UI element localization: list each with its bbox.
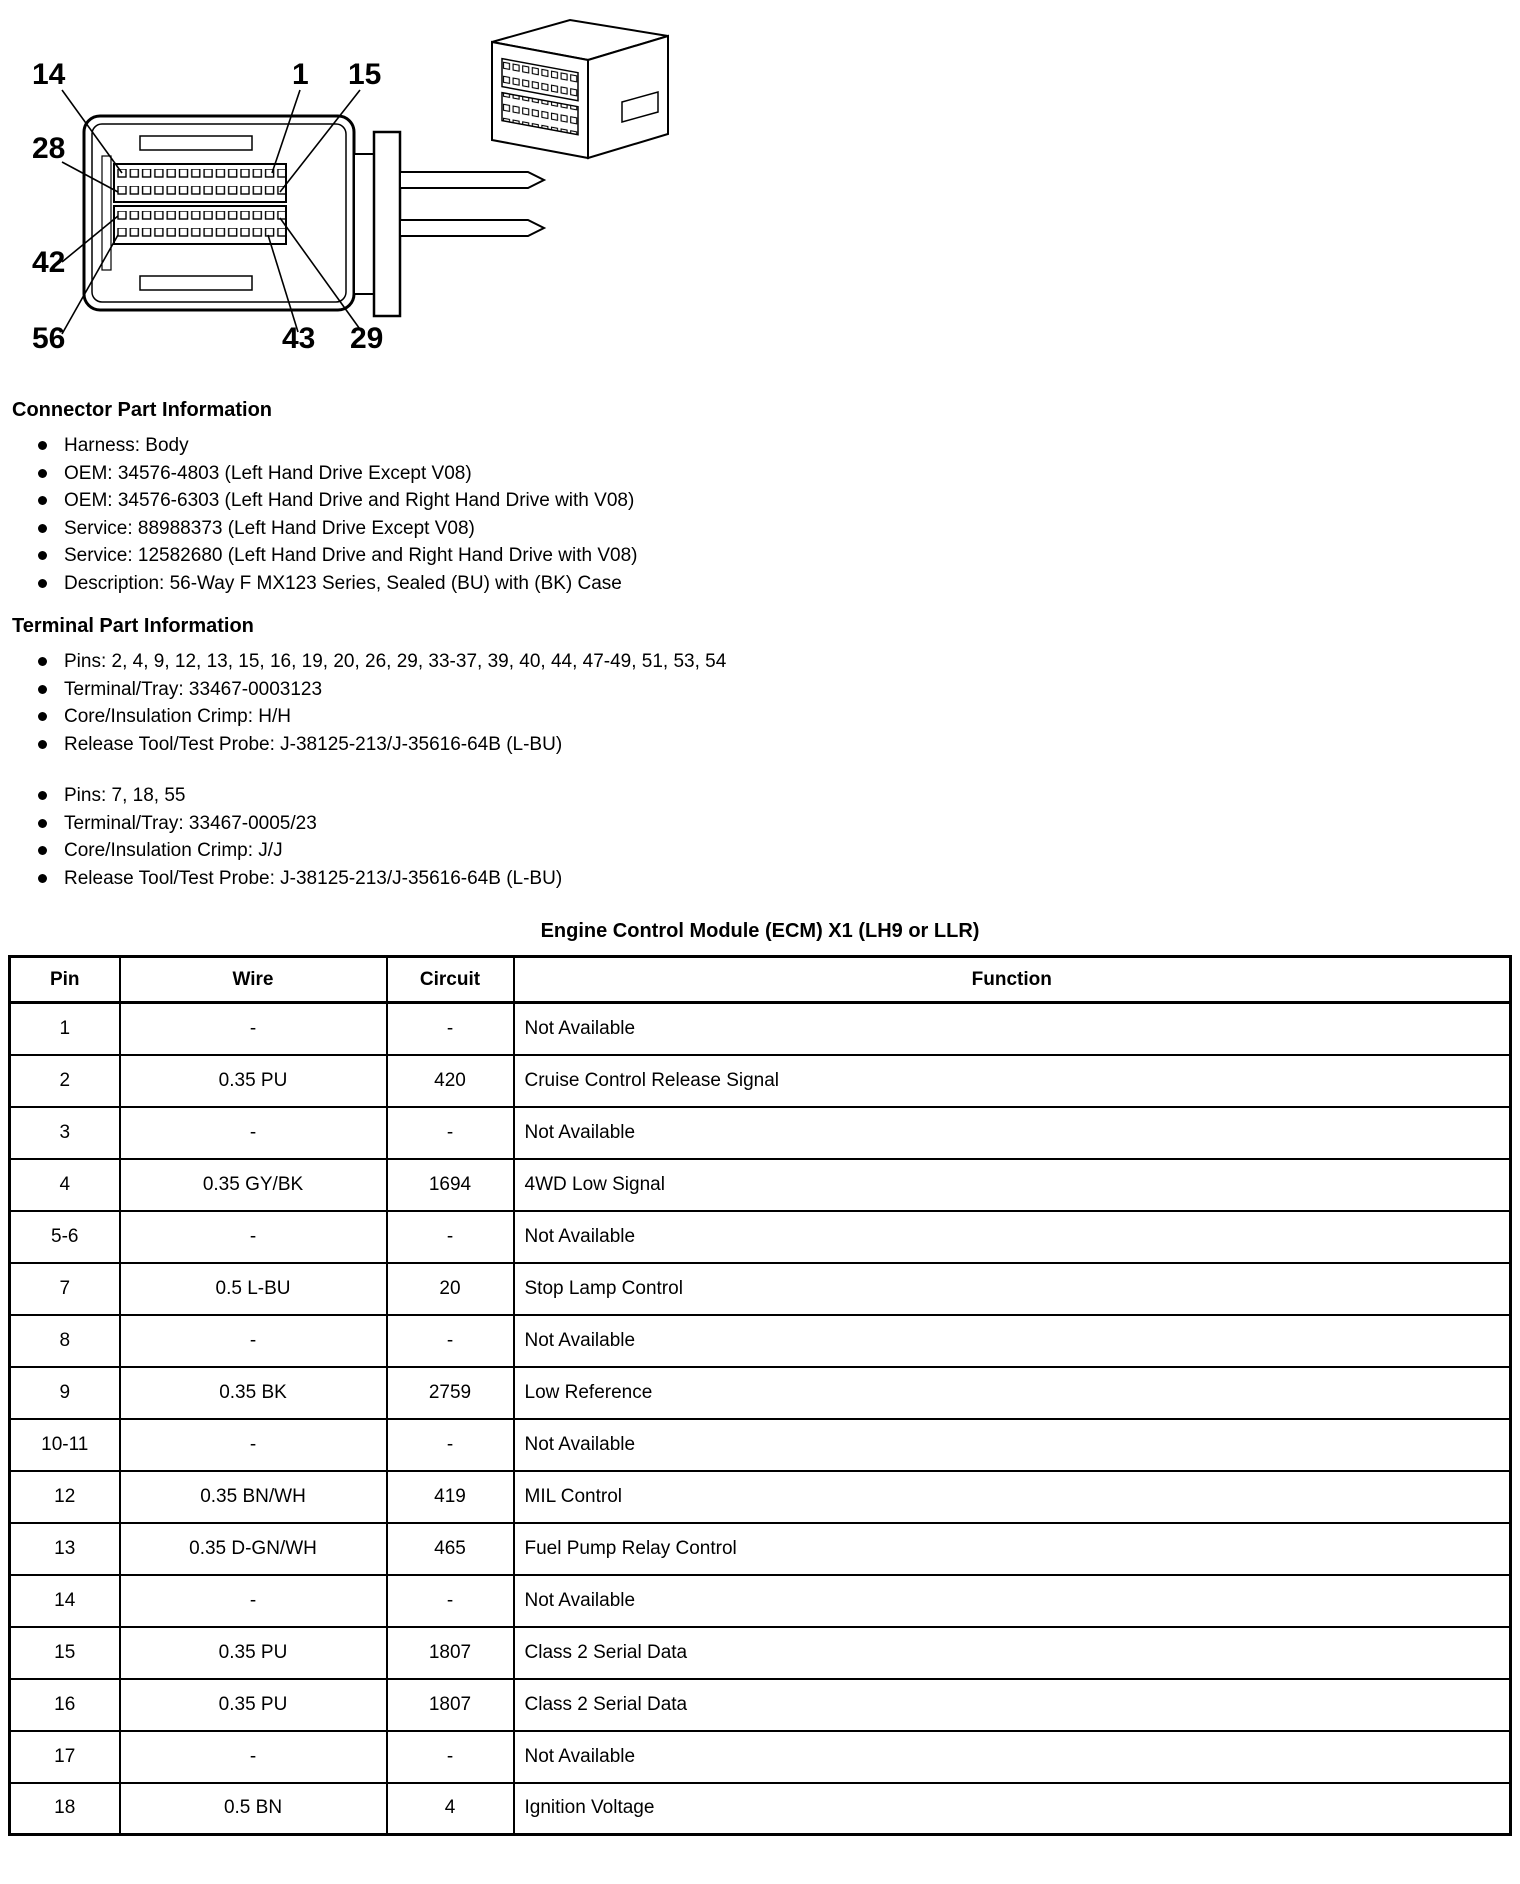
function-cell: Ignition Voltage	[514, 1783, 1511, 1835]
circuit-cell: -	[387, 1211, 514, 1263]
pinout-table-body	[10, 1003, 1511, 1835]
circuit-cell: 419	[387, 1471, 514, 1523]
bullet-item: OEM: 34576-4803 (Left Hand Drive Except V08)	[38, 460, 1512, 488]
pinout-table-title: Engine Control Module (ECM) X1 (LH9 or LLR)	[540, 920, 980, 942]
pinout-row	[10, 1003, 1511, 1055]
pin-strip-top	[114, 164, 286, 202]
function-cell: Class 2 Serial Data	[514, 1679, 1511, 1731]
pin-strip-bottom	[114, 206, 286, 244]
circuit-cell: -	[387, 1315, 514, 1367]
bullet-item: Pins: 7, 18, 55	[38, 782, 1512, 810]
pin-cell: 10-11	[10, 1419, 120, 1471]
function-cell: 4WD Low Signal	[514, 1159, 1511, 1211]
circuit-cell: 1694	[387, 1159, 514, 1211]
wire-cell: -	[120, 1107, 387, 1159]
wire-cell: -	[120, 1419, 387, 1471]
pin-callout-15: 15	[348, 58, 382, 91]
circuit-cell: -	[387, 1107, 514, 1159]
function-cell: Not Available	[514, 1575, 1511, 1627]
prong-top	[400, 172, 544, 188]
bullet-item: OEM: 34576-6303 (Left Hand Drive and Right Hand Drive with V08)	[38, 487, 1512, 515]
pin-callout-28: 28	[32, 132, 66, 165]
bullet-item: Core/Insulation Crimp: J/J	[38, 837, 1512, 865]
pinout-row	[10, 1523, 1511, 1575]
function-cell: Not Available	[514, 1419, 1511, 1471]
wire-cell: -	[120, 1575, 387, 1627]
pin-cell: 18	[10, 1783, 120, 1835]
wire-cell: 0.5 L-BU	[120, 1263, 387, 1315]
pin-cell: 15	[10, 1627, 120, 1679]
function-cell: Fuel Pump Relay Control	[514, 1523, 1511, 1575]
pinout-row	[10, 1263, 1511, 1315]
terminal-part-info-list-2	[38, 782, 1512, 892]
wire-cell: 0.35 BN/WH	[120, 1471, 387, 1523]
circuit-cell: 4	[387, 1783, 514, 1835]
circuit-cell: -	[387, 1003, 514, 1055]
connector-diagram-svg	[10, 6, 770, 376]
pin-callout-42: 42	[32, 246, 66, 279]
pin-cell: 8	[10, 1315, 120, 1367]
circuit-column-header: Circuit	[387, 957, 514, 1003]
bullet-item: Service: 12582680 (Left Hand Drive and Right Hand Drive with V08)	[38, 542, 1512, 570]
pin-callout-29: 29	[350, 322, 384, 355]
terminal-part-info-list-1	[38, 648, 1512, 758]
pinout-row	[10, 1783, 1511, 1835]
wire-cell: 0.35 PU	[120, 1055, 387, 1107]
pin-cell: 14	[10, 1575, 120, 1627]
circuit-cell: 20	[387, 1263, 514, 1315]
connector-perspective-view	[492, 20, 668, 158]
circuit-cell: 420	[387, 1055, 514, 1107]
wire-cell: -	[120, 1731, 387, 1783]
pin-callout-14: 14	[32, 58, 66, 91]
wire-cell: -	[120, 1315, 387, 1367]
wire-cell: 0.35 BK	[120, 1367, 387, 1419]
pinout-row	[10, 1107, 1511, 1159]
circuit-cell: -	[387, 1419, 514, 1471]
pinout-row	[10, 1211, 1511, 1263]
pinout-row	[10, 1731, 1511, 1783]
bullet-item: Terminal/Tray: 33467-0005/23	[38, 810, 1512, 838]
pin-cell: 17	[10, 1731, 120, 1783]
pinout-row	[10, 1315, 1511, 1367]
function-cell: Not Available	[514, 1107, 1511, 1159]
bullet-item: Harness: Body	[38, 432, 1512, 460]
pinout-header-row	[10, 957, 1511, 1003]
pin-cell: 1	[10, 1003, 120, 1055]
pin-callout-43: 43	[282, 322, 316, 355]
pin-cell: 7	[10, 1263, 120, 1315]
pin-column-header: Pin	[10, 957, 120, 1003]
pinout-row	[10, 1471, 1511, 1523]
connector-front-view	[84, 116, 544, 316]
function-cell: Not Available	[514, 1731, 1511, 1783]
bullet-item: Terminal/Tray: 33467-0003123	[38, 676, 1512, 704]
pinout-row	[10, 1367, 1511, 1419]
function-cell: Class 2 Serial Data	[514, 1627, 1511, 1679]
pin-cell: 9	[10, 1367, 120, 1419]
circuit-cell: -	[387, 1575, 514, 1627]
wire-cell: 0.5 BN	[120, 1783, 387, 1835]
pin-cell: 4	[10, 1159, 120, 1211]
wire-cell: 0.35 PU	[120, 1679, 387, 1731]
pinout-row	[10, 1627, 1511, 1679]
wire-column-header: Wire	[120, 957, 387, 1003]
wire-cell: 0.35 GY/BK	[120, 1159, 387, 1211]
pinout-row	[10, 1575, 1511, 1627]
function-cell: Stop Lamp Control	[514, 1263, 1511, 1315]
pin-cell: 3	[10, 1107, 120, 1159]
circuit-cell: 2759	[387, 1367, 514, 1419]
pinout-row	[10, 1055, 1511, 1107]
bullet-item: Release Tool/Test Probe: J-38125-213/J-35616-64B (L-BU)	[38, 731, 1512, 759]
pinout-row	[10, 1419, 1511, 1471]
terminal-part-info-heading: Terminal Part Information	[12, 615, 254, 637]
bullet-item: Service: 88988373 (Left Hand Drive Except V08)	[38, 515, 1512, 543]
connector-diagram	[10, 6, 1512, 381]
function-cell: Not Available	[514, 1211, 1511, 1263]
bullet-item: Description: 56-Way F MX123 Series, Sealed (BU) with (BK) Case	[38, 570, 1512, 598]
pin-callout-56: 56	[32, 322, 66, 355]
prong-bottom	[400, 220, 544, 236]
pinout-table	[8, 955, 1512, 1836]
bracket-plate	[374, 132, 400, 316]
pinout-row	[10, 1679, 1511, 1731]
function-cell: Not Available	[514, 1315, 1511, 1367]
bullet-item: Pins: 2, 4, 9, 12, 13, 15, 16, 19, 20, 26, 29, 33-37, 39, 40, 44, 47-49, 51, 53, 54	[38, 648, 1512, 676]
bracket-step	[354, 154, 374, 294]
pin-callout-1: 1	[292, 58, 309, 91]
circuit-cell: 465	[387, 1523, 514, 1575]
function-cell: MIL Control	[514, 1471, 1511, 1523]
circuit-cell: 1807	[387, 1679, 514, 1731]
pin-cell: 5-6	[10, 1211, 120, 1263]
wire-cell: 0.35 D-GN/WH	[120, 1523, 387, 1575]
pin-cell: 2	[10, 1055, 120, 1107]
wire-cell: -	[120, 1211, 387, 1263]
function-cell: Cruise Control Release Signal	[514, 1055, 1511, 1107]
wire-cell: 0.35 PU	[120, 1627, 387, 1679]
function-column-header: Function	[514, 957, 1511, 1003]
pin-cell: 12	[10, 1471, 120, 1523]
bullet-item: Core/Insulation Crimp: H/H	[38, 703, 1512, 731]
function-cell: Low Reference	[514, 1367, 1511, 1419]
wire-cell: -	[120, 1003, 387, 1055]
circuit-cell: -	[387, 1731, 514, 1783]
circuit-cell: 1807	[387, 1627, 514, 1679]
pin-cell: 16	[10, 1679, 120, 1731]
pinout-row	[10, 1159, 1511, 1211]
bullet-item: Release Tool/Test Probe: J-38125-213/J-35616-64B (L-BU)	[38, 865, 1512, 893]
connector-part-info-heading: Connector Part Information	[12, 399, 273, 421]
connector-part-info-list	[38, 432, 1512, 597]
function-cell: Not Available	[514, 1003, 1511, 1055]
pin-cell: 13	[10, 1523, 120, 1575]
